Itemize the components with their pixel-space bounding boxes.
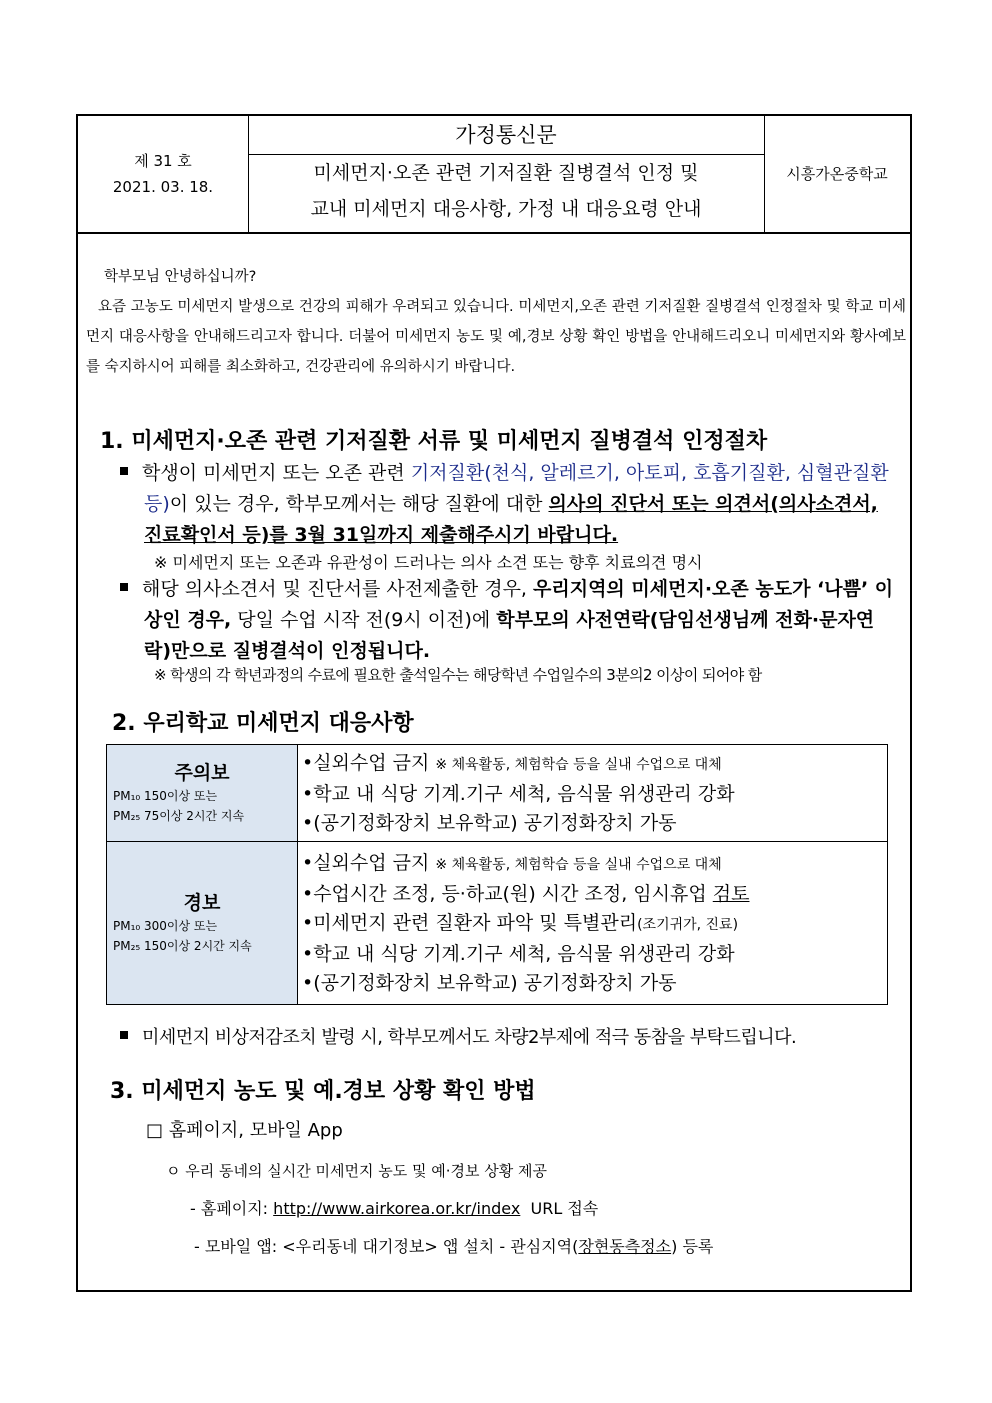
section1-heading: 1. 미세먼지·오존 관련 기저질환 서류 및 미세먼지 질병결석 인정절차 — [100, 429, 768, 454]
section1-bullet1: 학생이 미세먼지 또는 오존 관련 기저질환(천식, 알레르기, 아토피, 호흡기질환, 심혈관질환 등)이 있는 경우, 학부모께서는 해당 질환에 대한 의사의 진단서 또는 의견서(의사소견서, 진료확인서 등)를 3월 31일까지 제출해주시기 바랍니다. — [120, 458, 900, 551]
header-table — [78, 116, 910, 234]
title-cell — [248, 116, 765, 232]
table-row — [107, 745, 888, 842]
response-table — [106, 744, 888, 1005]
intro-body: 요즘 고농도 미세먼지 발생으로 건강의 피해가 우려되고 있습니다. 미세먼지,오존 관련 기저질환 질병결석 인정절차 및 학교 미세먼지 대응사항을 안내해드리고자 합니다. 더불어 미세먼지 농도 및 예,경보 상황 확인 방법을 안내해드리오니 미세먼지와 황사예보를 숙지하시어 피해를 최소화하고, 건강관리에 유의하시기 바랍니다. — [86, 299, 906, 375]
section3-item: ㅇ 우리 동네의 실시간 미세먼지 농도 및 예·경보 상황 제공 — [166, 1162, 547, 1180]
watch-criteria2: PM₂₅ 75이상 2시간 지속 — [113, 809, 245, 823]
watch-level-cell — [107, 745, 298, 842]
section1-bullet2: 해당 의사소견서 및 진단서를 사전제출한 경우, 우리지역의 미세먼지·오존 농도가 ‘나쁨’ 이상인 경우, 당일 수업 시작 전(9시 이전)에 학부모의 사전연락(담임선생님께 전화·문자연락)만으로 질병결석이 인정됩니다. — [120, 574, 900, 667]
section3-heading: 3. 미세먼지 농도 및 예.경보 상황 확인 방법 — [110, 1079, 536, 1104]
issue-cell — [78, 116, 249, 232]
greeting: 학부모님 안녕하십니까? — [104, 269, 257, 285]
warning-level-name: 경보 — [183, 892, 221, 914]
section3-sub: □ 홈페이지, 모바일 App — [146, 1120, 343, 1141]
airkorea-link[interactable]: http://www.airkorea.or.kr/index — [273, 1199, 521, 1218]
watch-criteria1: PM₁₀ 150이상 또는 — [113, 789, 218, 803]
issue-date: 2021. 03. 18. — [112, 178, 214, 196]
square-bullet-icon — [120, 467, 128, 475]
watch-actions-cell: •실외수업 금지 ※ 체육활동, 체험학습 등을 실내 수업으로 대체 •학교 내 식당 기계.기구 세척, 음식물 위생관리 강화 •(공기정화장치 보유학교) 공기정화장치 가동 — [298, 745, 888, 842]
warning-actions-cell: •실외수업 금지 ※ 체육활동, 체험학습 등을 실내 수업으로 대체 •수업시간 조정, 등·하교(원) 시간 조정, 임시휴업 검토 •미세먼지 관련 질환자 파악 및 특별관리(조기귀가, 진료) •학교 내 식당 기계.기구 세척, 음식물 위생관리 강화 •(공기정화장치 보유학교) 공기정화장치 가동 — [298, 842, 888, 1005]
table-row — [107, 842, 888, 1005]
intro — [86, 262, 906, 382]
school-name: 시흥가온중학교 — [786, 165, 888, 183]
watch-level-name: 주의보 — [174, 762, 230, 784]
square-bullet-icon — [120, 583, 128, 591]
mobile-app-line: - 모바일 앱: <우리동네 대기정보> 앱 설치 - 관심지역(장현동측정소) 등록 — [194, 1237, 714, 1256]
warning-criteria1: PM₁₀ 300이상 또는 — [113, 919, 218, 933]
notice-page — [76, 114, 912, 1292]
section1-note1: ※ 미세먼지 또는 오존과 유관성이 드러나는 의사 소견 또는 향후 치료의견 명시 — [154, 553, 703, 572]
page-title: 가정통신문 — [248, 116, 764, 155]
issue-number: 제 31 호 — [134, 152, 192, 170]
section1-note2: ※ 학생의 각 학년과정의 수료에 필요한 출석일수는 해당학년 수업일수의 3분의2 이상이 되어야 함 — [154, 666, 762, 684]
warning-level-cell — [107, 842, 298, 1005]
homepage-line: - 홈페이지: http://www.airkorea.or.kr/index URL 접속 — [190, 1199, 599, 1218]
subtitle-line2: 교내 미세먼지 대응사항, 가정 내 대응요령 안내 — [310, 198, 702, 220]
square-bullet-icon — [120, 1031, 128, 1039]
section2-bullet: 미세먼지 비상저감조치 발령 시, 학부모께서도 차량2부제에 적극 동참을 부탁드립니다. — [120, 1022, 900, 1053]
subtitle-line1: 미세먼지·오존 관련 기저질환 질병결석 인정 및 — [313, 162, 699, 184]
warning-criteria2: PM₂₅ 150이상 2시간 지속 — [113, 939, 252, 953]
section2-heading: 2. 우리학교 미세먼지 대응사항 — [112, 711, 414, 736]
